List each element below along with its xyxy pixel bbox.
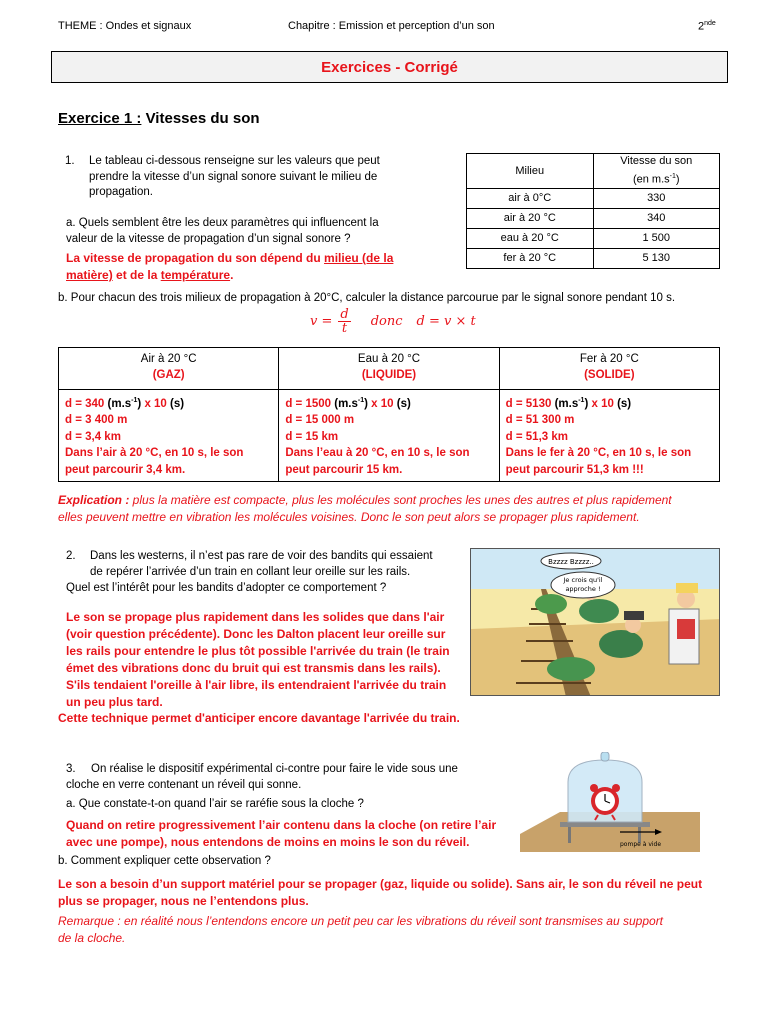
header-level: 2nde bbox=[698, 20, 716, 33]
q2-line: de repérer l’arrivée d’un train en collant leur oreille sur les rails. bbox=[90, 566, 411, 578]
pump-label: pompe à vide bbox=[620, 841, 662, 848]
exercise-1-heading: Exercice 1 : Vitesses du son bbox=[58, 110, 260, 127]
q1a-answer-cont: matière) et de la température. bbox=[66, 268, 234, 282]
q2-line: Quel est l’intérêt pour les bandits d’adopter ce comportement ? bbox=[66, 582, 387, 594]
table-row: eau à 20 °C 1 500 bbox=[467, 228, 720, 248]
remark-line: Remarque : en réalité nous l’entendons encore un petit peu car les vibrations du réveil sont transmises au support bbox=[58, 914, 664, 928]
q3-line: cloche en verre contenant un réveil qui sonne. bbox=[66, 779, 302, 791]
q3-line: On réalise le dispositif expérimental ci-contre pour faire le vide sous une bbox=[91, 763, 458, 775]
comic-bubble-1: Bzzzz Bzzzz.. bbox=[548, 558, 594, 566]
q3a-answer-line: Quand on retire progressivement l’air contenu dans la cloche (on retire l’air bbox=[66, 818, 497, 832]
q2-answer-line: les rails pour entendre le plus tôt possible l'arrivée du train (le train bbox=[66, 644, 450, 658]
q1b-question: b. Pour chacun des trois milieux de propagation à 20°C, calculer la distance parcourue par le signal sonore pendant 10 s. bbox=[58, 292, 676, 304]
table-row: air à 20 °C 340 bbox=[467, 208, 720, 228]
q3b-answer-line: plus se propager, nous ne l’entendons plus. bbox=[58, 894, 309, 908]
header-theme: THEME : Ondes et signaux bbox=[58, 20, 192, 32]
q2-answer-line: émet des vibrations donc du bruit qui est transmis dans les rails). bbox=[66, 661, 441, 675]
q2-answer-line: (voir question précédente). Donc les Dalton placent leur oreille sur bbox=[66, 627, 446, 641]
q2-answer-line: un peu plus tard. bbox=[66, 695, 163, 709]
dist-cell-fer: d = 5130 $(m.s^{-1})$ x 10 (s) d = 51 300 m d = 51,3 km Dans le fer à 20 °C, en 10 s, le son peut parcourir 51,3 km !!! bbox=[499, 390, 719, 482]
table-row: air à 0°C 330 bbox=[467, 188, 720, 208]
bell-jar-image bbox=[520, 752, 700, 852]
q2-answer-conclusion: Cette technique permet d'anticiper encore davantage l'arrivée du train. bbox=[58, 711, 460, 725]
explication-line: Explication : plus la matière est compacte, plus les molécules sont proches les unes des autres et plus rapidement bbox=[58, 493, 672, 507]
q3b-question: b. Comment expliquer cette observation ? bbox=[58, 855, 271, 867]
dist-col-header: Fer à 20 °C (SOLIDE) bbox=[499, 348, 719, 390]
distance-table bbox=[58, 347, 720, 482]
q1a-line: valeur de la vitesse de propagation d’un signal sonore ? bbox=[66, 233, 351, 245]
dist-cell-air: d = 340 $(m.s^{-1})$ x 10 (s) d = 3 400 m d = 3,4 km Dans l’air à 20 °C, en 10 s, le son peut parcourir 3,4 km. bbox=[59, 390, 279, 482]
bell-jar-illustration bbox=[520, 752, 700, 852]
speed-table-header-speed: Vitesse du son (en $m.s^{-1}$) bbox=[593, 154, 720, 189]
q2-line: Dans les westerns, il n’est pas rare de voir des bandits qui essaient bbox=[90, 550, 433, 562]
page-title: Exercices - Corrigé bbox=[51, 51, 728, 83]
q1a-line: a. Quels semblent être les deux paramètres qui influencent la bbox=[66, 217, 379, 229]
explication-line: elles peuvent mettre en vibration les molécules voisines. Donc le son peut alors se propager plus rapidement. bbox=[58, 510, 640, 524]
speed-table bbox=[466, 153, 720, 269]
q3b-answer-line: Le son a besoin d’un support matériel pour se propager (gaz, liquide ou solide). Sans air, le son du réveil ne peut bbox=[58, 877, 703, 891]
comic-bubble-2a: Je crois qu'il bbox=[563, 576, 603, 584]
q3-number: 3. bbox=[66, 763, 76, 775]
q1-line: prendre la vitesse d’un signal sonore suivant le milieu de bbox=[89, 171, 378, 183]
q2-answer-line: S'ils tendaient l'oreille à l'air libre, ils entendraient l'arrivée du train bbox=[66, 678, 447, 692]
q1-number: 1. bbox=[65, 155, 75, 167]
comic-bubble-2b: approche ! bbox=[565, 585, 601, 593]
dist-col-header: Air à 20 °C (GAZ) bbox=[59, 348, 279, 390]
remark-line: de la cloche. bbox=[58, 931, 126, 945]
table-row: fer à 20 °C 5 130 bbox=[467, 248, 720, 268]
q3a-question: a. Que constate-t-on quand l’air se raréfie sous la cloche ? bbox=[66, 798, 364, 810]
comic-bandits-image bbox=[470, 548, 720, 696]
speed-table-header-milieu: Milieu bbox=[467, 154, 594, 189]
q2-number: 2. bbox=[66, 550, 76, 562]
dist-col-header: Eau à 20 °C (LIQUIDE) bbox=[279, 348, 499, 390]
q1a-answer: La vitesse de propagation du son dépend du milieu (de la bbox=[66, 251, 394, 265]
comic-illustration bbox=[471, 549, 720, 696]
q2-answer-line: Le son se propage plus rapidement dans les solides que dans l'air bbox=[66, 610, 445, 624]
header-chapter: Chapitre : Emission et perception d’un son bbox=[288, 20, 495, 32]
q1-line: propagation. bbox=[89, 186, 153, 198]
q3a-answer-line: avec une pompe), nous entendons de moins en moins le son du réveil. bbox=[66, 835, 470, 849]
q1-line: Le tableau ci-dessous renseigne sur les valeurs que peut bbox=[89, 155, 380, 167]
formula: v = $\frac{d}{t}$ donc d = v × t bbox=[310, 307, 476, 336]
dist-cell-eau: d = 1500 $(m.s^{-1})$ x 10 (s) d = 15 000 m d = 15 km Dans l’eau à 20 °C, en 10 s, le son peut parcourir 15 km. bbox=[279, 390, 499, 482]
